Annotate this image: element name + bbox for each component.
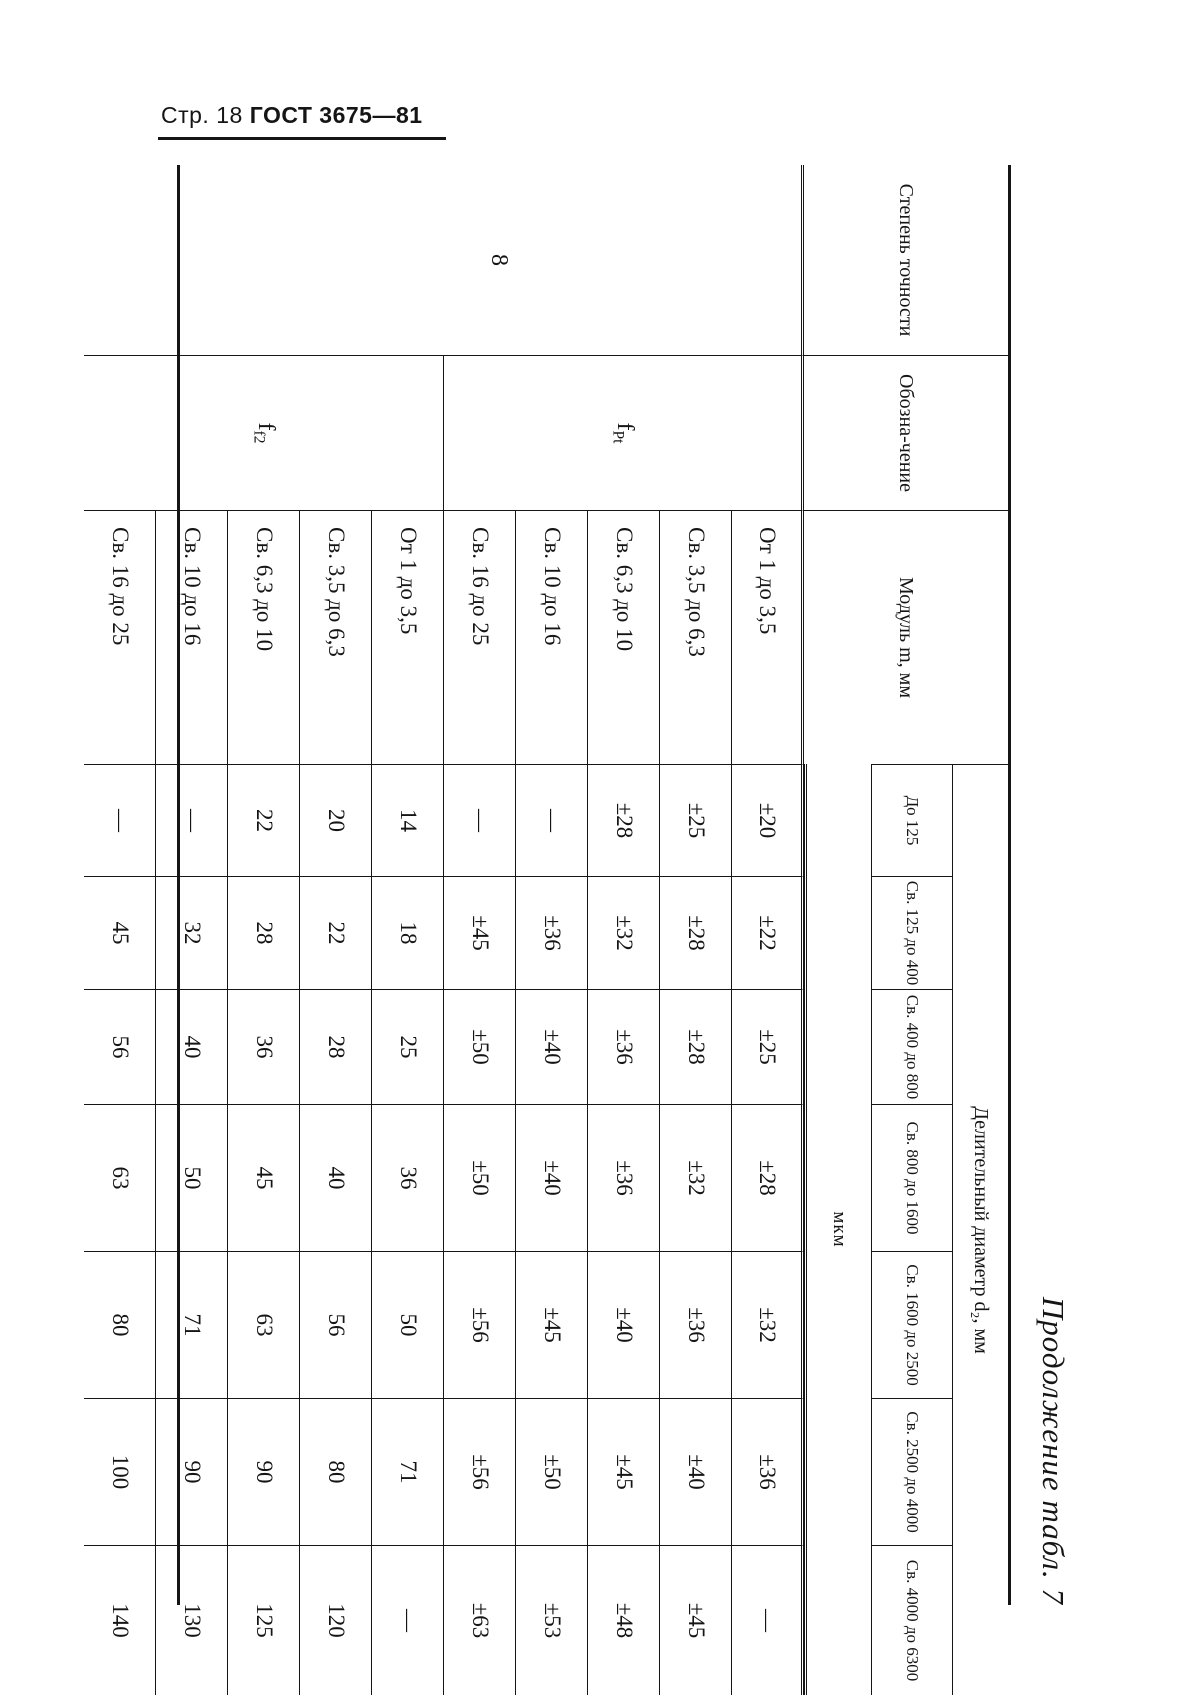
col-header-diameter-range: Св. 1600 до 2500 bbox=[872, 1251, 952, 1398]
standard-number: ГОСТ 3675—81 bbox=[249, 102, 423, 128]
value-cell: ±22 bbox=[732, 876, 804, 989]
grade-cell: 8 bbox=[84, 165, 804, 355]
value-cell: 90 bbox=[228, 1398, 300, 1545]
designation-ff2: $f_{f2}$ bbox=[84, 355, 444, 510]
value-cell: 56 bbox=[300, 1251, 372, 1398]
value-cell: 32 bbox=[156, 876, 228, 989]
module-cell: От 1 до 3,5 bbox=[732, 510, 804, 764]
value-cell: ±56 bbox=[444, 1398, 516, 1545]
value-cell: 80 bbox=[300, 1398, 372, 1545]
value-cell: 100 bbox=[84, 1398, 156, 1545]
value-cell: ±36 bbox=[588, 1104, 660, 1251]
value-cell: ±48 bbox=[588, 1545, 660, 1695]
value-cell: 120 bbox=[300, 1545, 372, 1695]
page-header bbox=[161, 102, 423, 129]
rotated-table-block bbox=[107, 165, 1079, 1682]
value-cell: 36 bbox=[372, 1104, 444, 1251]
value-cell: — bbox=[444, 764, 516, 876]
value-cell: ±25 bbox=[732, 989, 804, 1104]
value-cell: 22 bbox=[300, 876, 372, 989]
value-cell: — bbox=[372, 1545, 444, 1695]
value-cell: ±56 bbox=[444, 1251, 516, 1398]
value-cell: ±28 bbox=[732, 1104, 804, 1251]
module-cell: Св. 16 до 25 bbox=[444, 510, 516, 764]
value-cell: ±28 bbox=[588, 764, 660, 876]
value-cell: ±36 bbox=[732, 1398, 804, 1545]
value-cell: ±53 bbox=[516, 1545, 588, 1695]
value-cell: ±45 bbox=[516, 1251, 588, 1398]
module-cell: Св. 3,5 до 6,3 bbox=[660, 510, 732, 764]
value-cell: 25 bbox=[372, 989, 444, 1104]
value-cell: — bbox=[516, 764, 588, 876]
col-header-grade: Степень точности bbox=[895, 183, 918, 337]
value-cell: ±32 bbox=[588, 876, 660, 989]
value-cell: 28 bbox=[300, 989, 372, 1104]
designation-fpt: $f_{Pt}$ bbox=[444, 355, 804, 510]
value-cell: 40 bbox=[300, 1104, 372, 1251]
col-header-diameter-range: Св. 400 до 800 bbox=[872, 989, 952, 1104]
value-cell: 22 bbox=[228, 764, 300, 876]
value-cell: — bbox=[156, 764, 228, 876]
value-cell: 71 bbox=[156, 1251, 228, 1398]
value-cell: ±45 bbox=[444, 876, 516, 989]
value-cell: 71 bbox=[372, 1398, 444, 1545]
value-cell: 130 bbox=[156, 1545, 228, 1695]
module-cell: Св. 10 до 16 bbox=[156, 510, 228, 764]
module-cell: От 1 до 3,5 bbox=[372, 510, 444, 764]
col-header-diameter-range: Св. 4000 до 6300 bbox=[872, 1545, 952, 1695]
value-cell: ±50 bbox=[444, 1104, 516, 1251]
value-cell: 20 bbox=[300, 764, 372, 876]
value-cell: 28 bbox=[228, 876, 300, 989]
value-cell: ±45 bbox=[660, 1545, 732, 1695]
tolerance-table bbox=[107, 165, 1011, 1682]
value-cell: 18 bbox=[372, 876, 444, 989]
value-cell: ±40 bbox=[588, 1251, 660, 1398]
page-label: Стр. 18 bbox=[161, 102, 243, 128]
module-cell: Св. 16 до 25 bbox=[84, 510, 156, 764]
value-cell: — bbox=[732, 1545, 804, 1695]
value-cell: ±28 bbox=[660, 989, 732, 1104]
value-cell: ±36 bbox=[588, 989, 660, 1104]
module-cell: Св. 10 до 16 bbox=[516, 510, 588, 764]
value-cell: 90 bbox=[156, 1398, 228, 1545]
module-cell: Св. 6,3 до 10 bbox=[228, 510, 300, 764]
value-cell: ±36 bbox=[516, 876, 588, 989]
value-cell: ±28 bbox=[660, 876, 732, 989]
value-cell: 63 bbox=[84, 1104, 156, 1251]
col-header-diameter-range: Св. 2500 до 4000 bbox=[872, 1398, 952, 1545]
col-header-diameter-range: Св. 800 до 1600 bbox=[872, 1104, 952, 1251]
value-cell: ±45 bbox=[588, 1398, 660, 1545]
unit-label: мкм bbox=[804, 764, 872, 1695]
value-cell: 14 bbox=[372, 764, 444, 876]
value-cell: 40 bbox=[156, 989, 228, 1104]
value-cell: ±50 bbox=[444, 989, 516, 1104]
value-cell: 50 bbox=[372, 1251, 444, 1398]
value-cell: 140 bbox=[84, 1545, 156, 1695]
header-rule bbox=[158, 137, 446, 140]
value-cell: 36 bbox=[228, 989, 300, 1104]
value-cell: 56 bbox=[84, 989, 156, 1104]
col-header-diameter-group: Делительный диаметр d₂, мм bbox=[952, 764, 1008, 1695]
value-cell: ±40 bbox=[660, 1398, 732, 1545]
value-cell: ±63 bbox=[444, 1545, 516, 1695]
col-header-diameter-range: До 125 bbox=[872, 764, 952, 876]
value-cell: ±40 bbox=[516, 989, 588, 1104]
col-header-designation: Обозна-чение bbox=[804, 355, 1008, 510]
value-cell: ±40 bbox=[516, 1104, 588, 1251]
value-cell: ±32 bbox=[660, 1104, 732, 1251]
module-cell: Св. 3,5 до 6,3 bbox=[300, 510, 372, 764]
value-cell: 80 bbox=[84, 1251, 156, 1398]
value-cell: ±50 bbox=[516, 1398, 588, 1545]
col-header-diameter-range: Св. 125 до 400 bbox=[872, 876, 952, 989]
value-cell: ±25 bbox=[660, 764, 732, 876]
value-cell: 63 bbox=[228, 1251, 300, 1398]
table-continuation-title: Продолжение табл. 7 bbox=[1036, 1296, 1071, 1605]
module-cell: Св. 6,3 до 10 bbox=[588, 510, 660, 764]
value-cell: ±36 bbox=[660, 1251, 732, 1398]
col-header-module: Модуль m, мм bbox=[804, 510, 1008, 764]
value-cell: ±20 bbox=[732, 764, 804, 876]
value-cell: 45 bbox=[84, 876, 156, 989]
value-cell: 45 bbox=[228, 1104, 300, 1251]
value-cell: ±32 bbox=[732, 1251, 804, 1398]
value-cell: 50 bbox=[156, 1104, 228, 1251]
value-cell: 125 bbox=[228, 1545, 300, 1695]
value-cell: — bbox=[84, 764, 156, 876]
